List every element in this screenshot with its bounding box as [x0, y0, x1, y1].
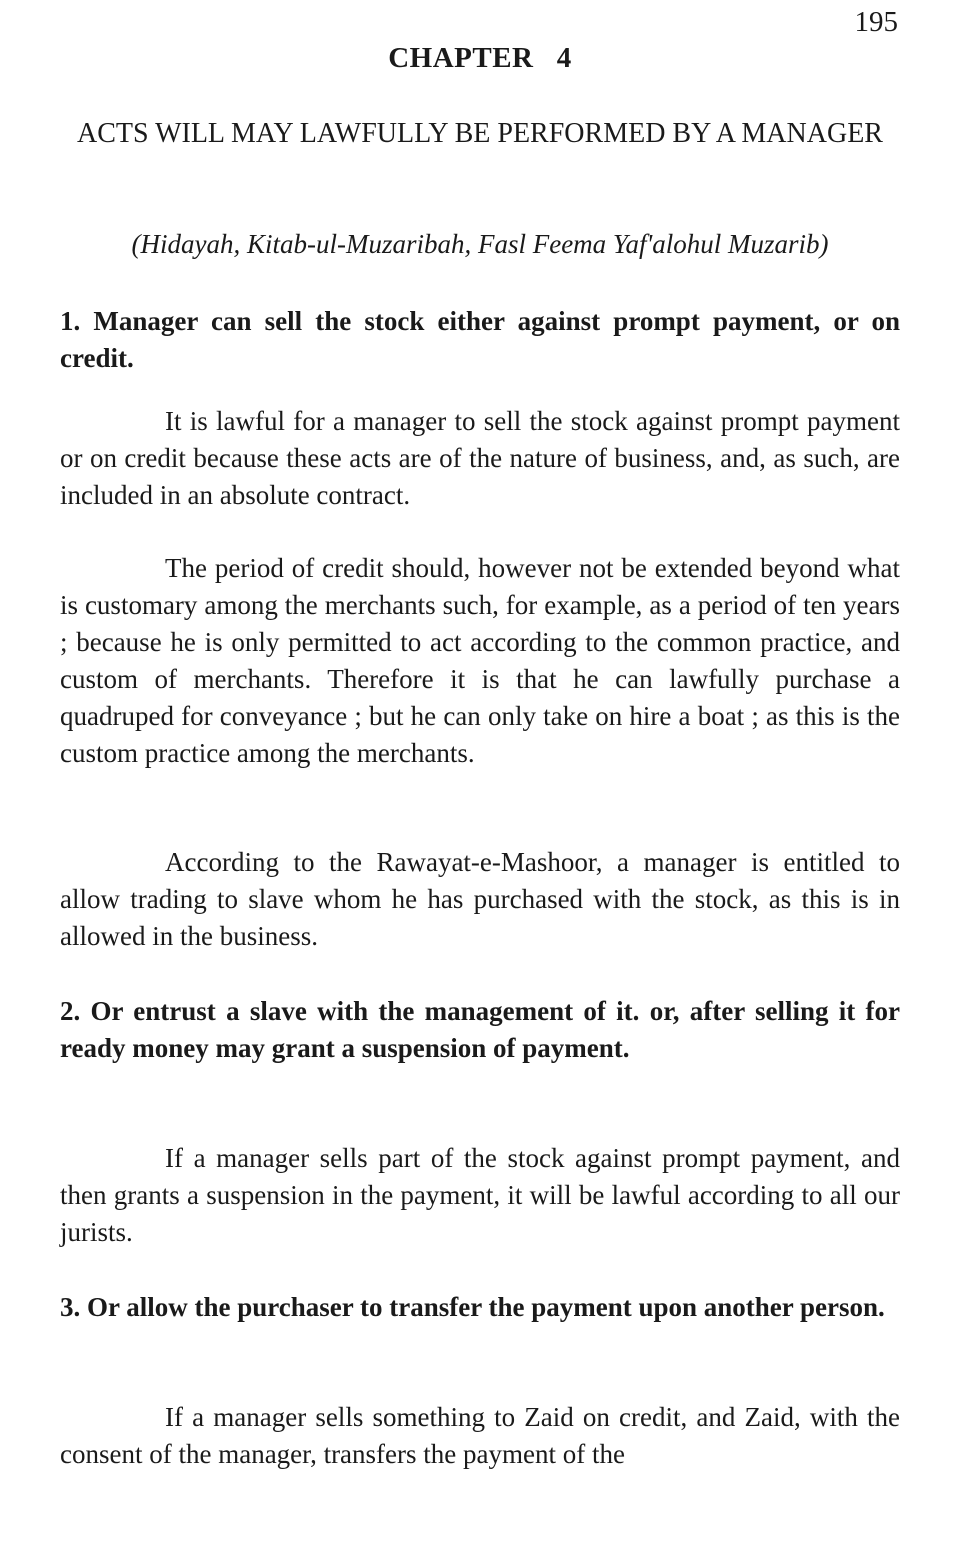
page-number: 195 [854, 6, 898, 38]
chapter-title: ACTS WILL MAY LAWFULLY BE PERFORMED BY A MANAGER [77, 118, 883, 149]
section-heading-3: 3. Or allow the purchaser to transfer the payment upon another person. [60, 1292, 885, 1322]
section-1-paragraph-3: According to the Rawayat-e-Mashoor, a manager is entitled to allow trading to slave whom he has purchased with the stock, as this is in allowed in the business. [60, 847, 900, 951]
section-heading-1: 1. Manager can sell the stock either against prompt payment, or on credit. [60, 306, 900, 373]
section-2-paragraph-1: If a manager sells part of the stock against prompt payment, and then grants a suspension in the payment, it will be lawful according to all our jurists. [60, 1143, 900, 1247]
section-1-paragraph-1: It is lawful for a manager to sell the stock against prompt payment or on credit because these acts are of the nature of business, and, as such, are included in an absolute contract. [60, 406, 900, 510]
section-1-paragraph-2: The period of credit should, however not be extended beyond what is customary among the merchants such, for example, as a period of ten years ; because he is only permitted to act according to the common practice, and custom of merchants. Therefore it is that he can lawfully purchase a quadruped for conveyance ; but he can only take on hire a boat ; as this is the custom practice among the merchants. [60, 553, 900, 768]
chapter-heading: CHAPTER 4 [388, 42, 572, 74]
section-3-paragraph-1: If a manager sells something to Zaid on credit, and Zaid, with the consent of the manager, transfers the payment of the [60, 1402, 900, 1469]
source-reference: (Hidayah, Kitab-ul-Muzaribah, Fasl Feema Yaf'alohul Muzarib) [131, 229, 829, 259]
section-heading-2: 2. Or entrust a slave with the management of it. or, after selling it for ready money may grant a suspension of payment. [60, 996, 900, 1063]
